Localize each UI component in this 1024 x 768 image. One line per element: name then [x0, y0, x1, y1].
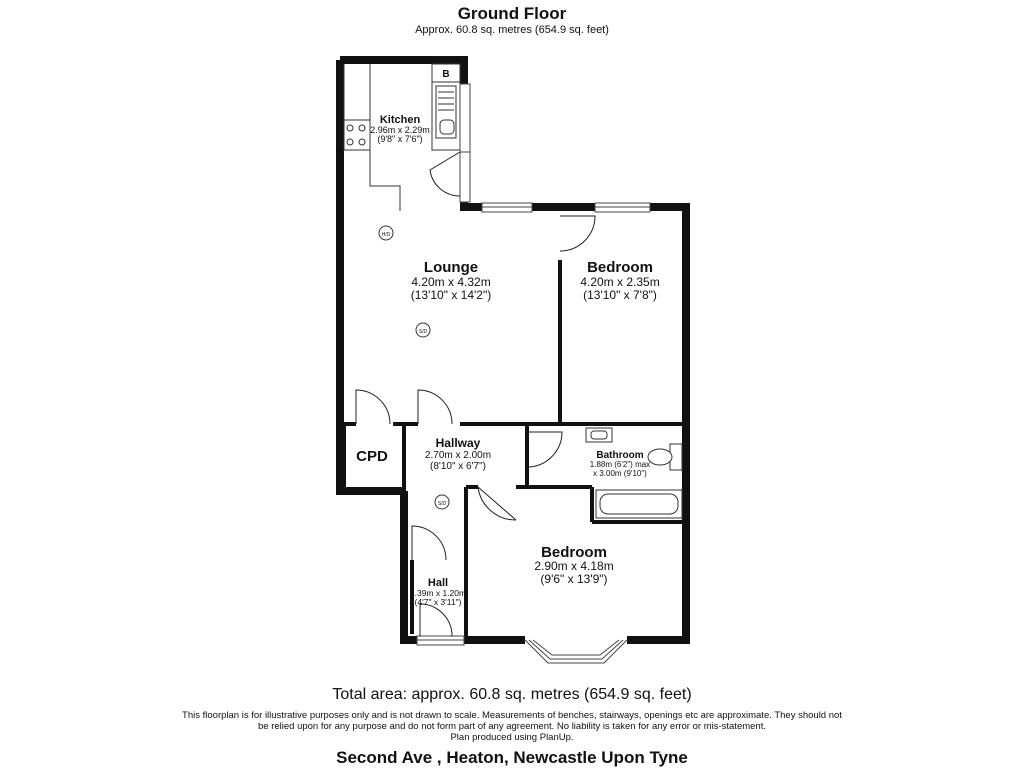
svg-text:S/D: S/D	[418, 329, 428, 335]
kitchen-dim-ft: (9'8" x 7'6")	[377, 134, 423, 144]
cpd-name: CPD	[356, 448, 388, 465]
bedroom-1-dim-ft: (13'10" x 7'8")	[583, 288, 657, 302]
boiler-box	[432, 64, 460, 82]
hallway-dim-ft: (8'10" x 6'7")	[430, 461, 486, 472]
hall-dim-ft: (4'7" x 3'11")	[414, 597, 462, 607]
floor-title: Ground Floor	[457, 4, 567, 23]
lounge-dim-m: 4.20m x 4.32m	[411, 275, 491, 289]
bathroom-dim-2: x 3.00m (9'10")	[593, 469, 647, 478]
bathroom-dim-1: 1.88m (6'2") max	[589, 460, 651, 469]
svg-text:H/D: H/D	[381, 232, 391, 238]
heat-detector	[379, 226, 393, 240]
room-lounge	[411, 259, 491, 302]
lounge-name: Lounge	[423, 259, 479, 276]
room-cpd	[356, 448, 388, 465]
bay-window	[525, 640, 627, 663]
floor-area: Approx. 60.8 sq. metres (654.9 sq. feet)	[415, 24, 609, 36]
room-bedroom-1	[580, 259, 659, 302]
room-kitchen	[370, 114, 430, 144]
room-bedroom-2	[534, 544, 613, 586]
hall-name: Hall	[427, 577, 449, 589]
boiler-label: B	[442, 69, 450, 80]
room-hall	[410, 577, 466, 607]
hall-dim-m: 1.39m x 1.20m	[409, 588, 467, 598]
bedroom-1-name: Bedroom	[587, 259, 653, 276]
hallway-name: Hallway	[435, 436, 481, 450]
kitchen-name: Kitchen	[379, 114, 421, 126]
disclaimer	[150, 710, 874, 743]
room-hallway	[425, 436, 491, 472]
room-bathroom	[590, 450, 650, 478]
disclaimer-line-1: This floorplan is for illustrative purposes only and is not drawn to scale. Measurements of benches, stairways, openings etc are approximate. They should not	[182, 710, 842, 721]
bathroom-name: Bathroom	[596, 450, 644, 461]
property-address: Second Ave , Heaton, Newcastle Upon Tyne	[336, 748, 688, 767]
svg-text:S/D: S/D	[437, 501, 447, 507]
bedroom-2-name: Bedroom	[541, 544, 607, 561]
total-area: Total area: approx. 60.8 sq. metres (654.9 sq. feet)	[332, 686, 692, 703]
smoke-detector-hallway	[435, 495, 449, 509]
outer-walls	[340, 60, 686, 640]
kitchen-dim-m: 2.96m x 2.29m	[370, 125, 430, 135]
bedroom-2-dim-m: 2.90m x 4.18m	[534, 559, 614, 573]
hallway-dim-m: 2.70m x 2.00m	[424, 450, 492, 461]
disclaimer-line-3: Plan produced using PlanUp.	[450, 732, 574, 743]
bedroom-2-dim-ft: (9'6" x 13'9")	[540, 572, 608, 586]
smoke-detector-lounge	[416, 323, 430, 337]
bedroom-1-dim-m: 4.20m x 2.35m	[580, 275, 660, 289]
disclaimer-line-2: be relied upon for any purpose and do not form part of any agreement. No liability is taken for any error or mis-statement.	[258, 721, 766, 732]
lounge-dim-ft: (13'10" x 14'2")	[410, 288, 492, 302]
